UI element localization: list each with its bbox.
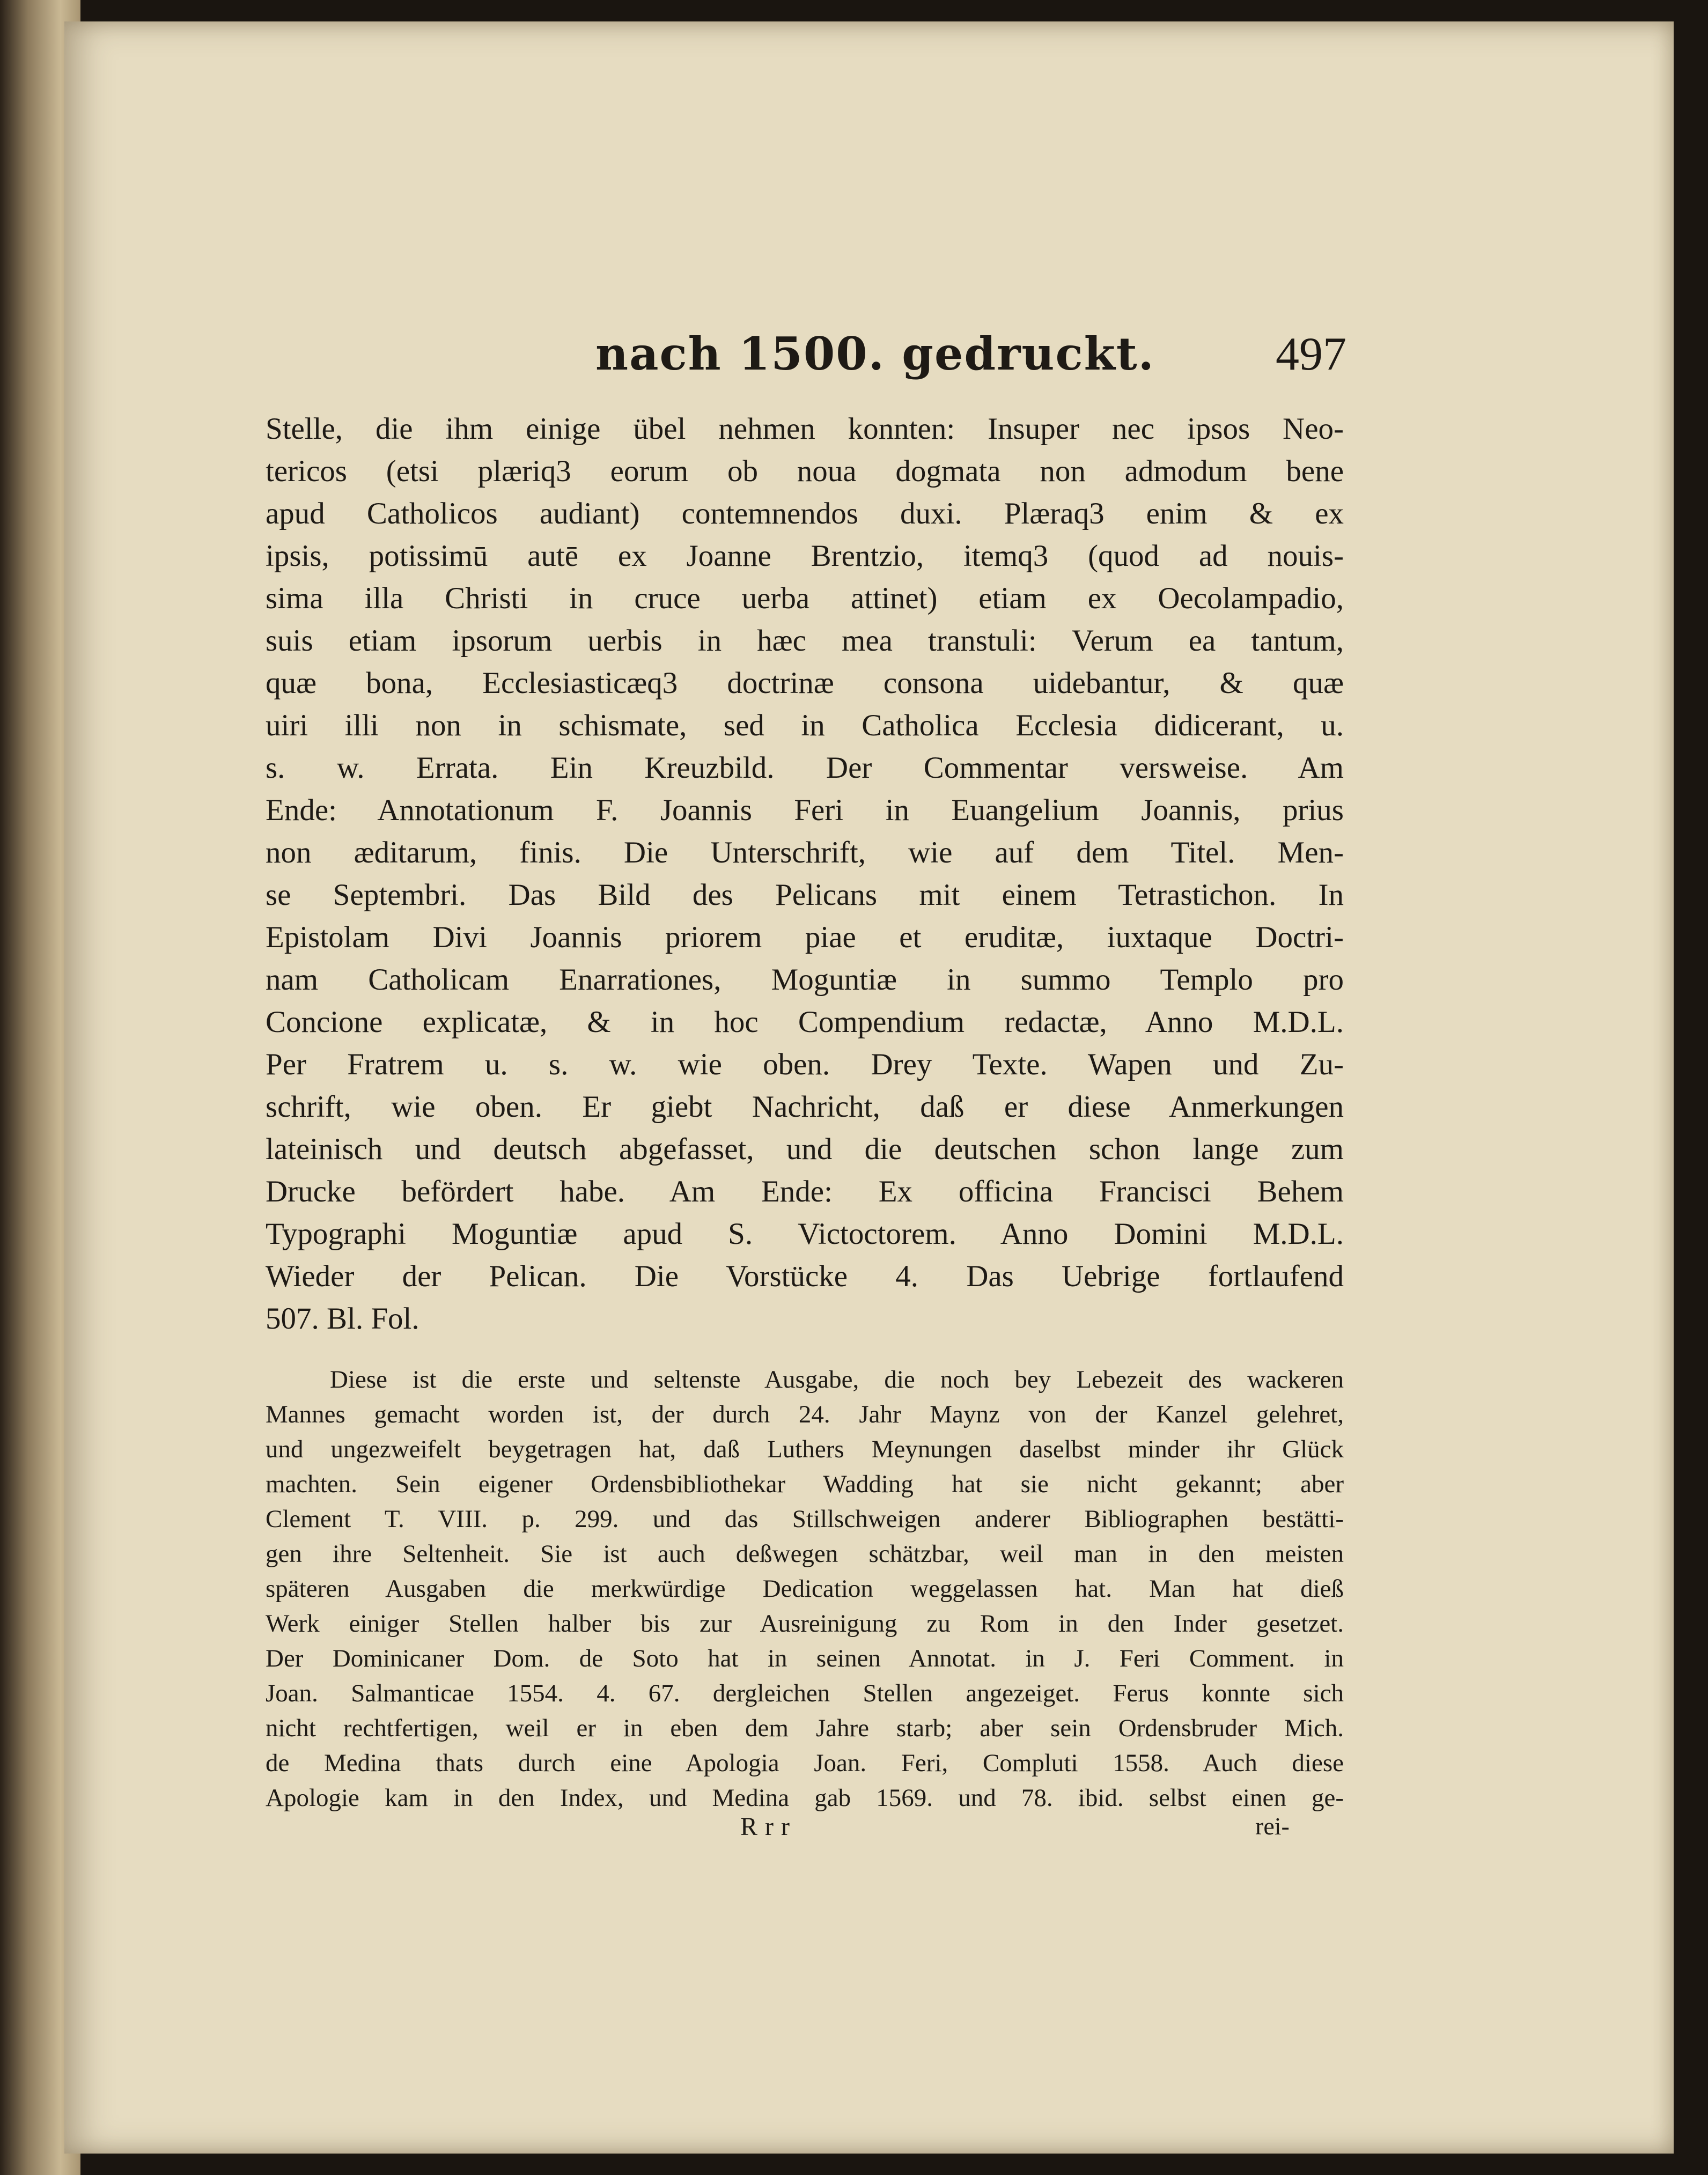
- text-line: Ende: Annotationum F. Joannis Feri in Euangelium Joannis, prius: [266, 793, 1344, 827]
- text-line: ipsis, potissimū autē ex Joanne Brentzio, itemq3 (quod ad nouis-: [266, 539, 1344, 573]
- running-head: nach 1500. gedruckt.: [595, 327, 1155, 380]
- page-number: 497: [1276, 328, 1346, 380]
- text-line: Epistolam Divi Joannis priorem piae et eruditæ, iuxtaque Doctri-: [266, 920, 1344, 954]
- text-line: Der Dominicaner Dom. de Soto hat in seinen Annotat. in J. Feri Comment. in: [266, 1645, 1344, 1672]
- text-line: Concione explicatæ, & in hoc Compendium redactæ, Anno M.D.L.: [266, 1005, 1344, 1039]
- text-line: Wieder der Pelican. Die Vorstücke 4. Das Uebrige fortlaufend: [266, 1259, 1344, 1293]
- text-line: Stelle, die ihm einige übel nehmen konnten: Insuper nec ipsos Neo-: [266, 412, 1344, 446]
- text-line: nam Catholicam Enarrationes, Moguntiæ in summo Templo pro: [266, 963, 1344, 997]
- text-line: nicht rechtfertigen, weil er in eben dem Jahre starb; aber sein Ordensbruder Mich.: [266, 1714, 1344, 1742]
- text-line: schrift, wie oben. Er giebt Nachricht, daß er diese Anmerkungen: [266, 1090, 1344, 1124]
- text-line: lateinisch und deutsch abgefasset, und die deutschen schon lange zum: [266, 1132, 1344, 1166]
- catchword: rei-: [1255, 1812, 1290, 1840]
- text-line: s. w. Errata. Ein Kreuzbild. Der Commentar versweise. Am: [266, 751, 1344, 785]
- text-line: Typographi Moguntiæ apud S. Victoctorem. Anno Domini M.D.L.: [266, 1217, 1344, 1251]
- text-line: de Medina thats durch eine Apologia Joan. Feri, Compluti 1558. Auch diese: [266, 1749, 1344, 1777]
- text-line: Werk einiger Stellen halber bis zur Ausreinigung zu Rom in den Inder gesetzet.: [266, 1610, 1344, 1638]
- text-line: suis etiam ipsorum uerbis in hæc mea transtuli: Verum ea tantum,: [266, 624, 1344, 658]
- text-line: Drucke befördert habe. Am Ende: Ex officina Francisci Behem: [266, 1175, 1344, 1208]
- text-line: Clement T. VIII. p. 299. und das Stillschweigen anderer Bibliographen bestätti-: [266, 1505, 1344, 1533]
- text-line: Apologie kam in den Index, und Medina gab 1569. und 78. ibid. selbst einen ge-: [266, 1784, 1344, 1812]
- text-line: se Septembri. Das Bild des Pelicans mit einem Tetrastichon. In: [266, 878, 1344, 912]
- text-line: Mannes gemacht worden ist, der durch 24. Jahr Maynz von der Kanzel gelehret,: [266, 1400, 1344, 1428]
- text-line: gen ihre Seltenheit. Sie ist auch deßwegen schätzbar, weil man in den meisten: [266, 1540, 1344, 1568]
- paragraph-bibliographic-entry: [266, 408, 1344, 1340]
- text-line: apud Catholicos audiant) contemnendos duxi. Plæraq3 enim & ex: [266, 497, 1344, 530]
- signature-mark: Rrr: [740, 1812, 797, 1841]
- text-line: quæ bona, Ecclesiasticæq3 doctrinæ consona uidebantur, & quæ: [266, 666, 1344, 700]
- text-line: späteren Ausgaben die merkwürdige Dedication weggelassen hat. Man hat dieß: [266, 1575, 1344, 1603]
- text-line: und ungezweifelt beygetragen hat, daß Luthers Meynungen daselbst minder ihr Glück: [266, 1435, 1344, 1463]
- page-header: [595, 327, 1346, 392]
- text-line: uiri illi non in schismate, sed in Catholica Ecclesia didicerant, u.: [266, 709, 1344, 742]
- text-line: non æditarum, finis. Die Unterschrift, wie auf dem Titel. Men-: [266, 836, 1344, 869]
- text-line: sima illa Christi in cruce uerba attinet) etiam ex Oecolampadio,: [266, 581, 1344, 615]
- text-line: Joan. Salmanticae 1554. 4. 67. dergleichen Stellen angezeiget. Ferus konnte sich: [266, 1679, 1344, 1707]
- paragraph-commentary: [266, 1362, 1344, 1816]
- text-line: 507. Bl. Fol.: [266, 1302, 419, 1336]
- text-line: Diese ist die erste und seltenste Ausgabe, die noch bey Lebezeit des wackeren: [330, 1366, 1344, 1394]
- text-line: tericos (etsi plæriq3 eorum ob noua dogmata non admodum bene: [266, 454, 1344, 488]
- text-line: machten. Sein eigener Ordensbibliothekar Wadding hat sie nicht gekannt; aber: [266, 1470, 1344, 1498]
- text-line: Per Fratrem u. s. w. wie oben. Drey Texte. Wapen und Zu-: [266, 1048, 1344, 1081]
